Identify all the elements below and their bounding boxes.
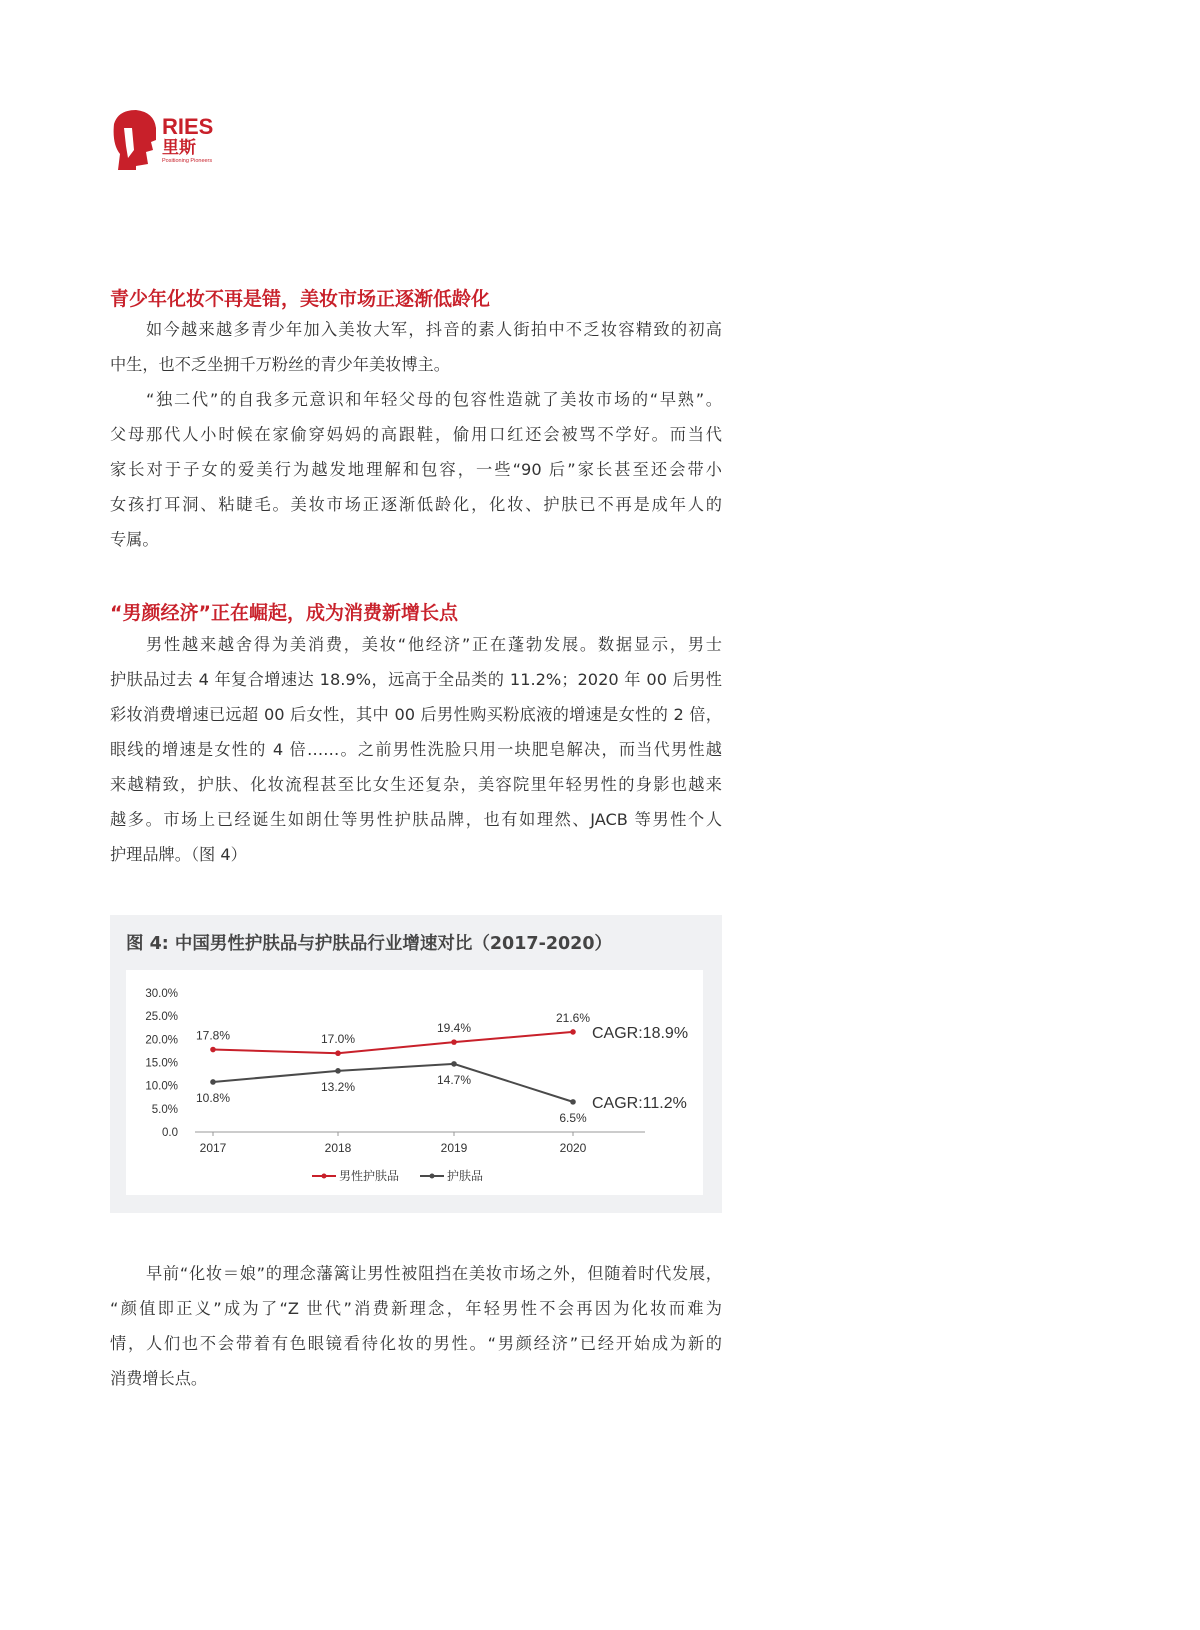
data-point	[210, 1079, 216, 1085]
text-line: 如今越来越多青少年加入美妆大军，抖音的素人街拍中不乏妆容精致的初高	[146, 320, 722, 339]
cagr-annotation: CAGR:18.9%	[592, 1024, 689, 1042]
text-line: 彩妆消费增速已远超 00 后女性，其中 00 后男性购买粉底液的增速是女性的 2 倍，	[110, 705, 722, 724]
y-tick-label: 20.0%	[145, 1034, 178, 1047]
data-label: 6.5%	[559, 1110, 587, 1125]
data-point	[335, 1068, 341, 1074]
legend-label: 男性护肤品	[339, 1169, 400, 1183]
text-line: 护理品牌。（图 4）	[110, 845, 247, 864]
data-point	[451, 1061, 457, 1067]
text-line: 中生，也不乏坐拥千万粉丝的青少年美妆博主。	[110, 355, 450, 374]
y-tick-label: 15.0%	[145, 1057, 178, 1070]
y-tick-label: 10.0%	[145, 1080, 178, 1093]
text-line: 情，人们也不会带着有色眼镜看待化妆的男性。“男颜经济”已经开始成为新的	[110, 1334, 722, 1353]
data-point	[451, 1039, 457, 1045]
data-label: 17.8%	[195, 1028, 231, 1043]
data-point	[570, 1029, 576, 1035]
x-tick-label: 2020	[559, 1141, 587, 1155]
data-label: 19.4%	[436, 1021, 472, 1036]
data-point	[210, 1047, 216, 1053]
y-tick-label: 0.0	[162, 1127, 178, 1139]
text-line: 越多。市场上已经诞生如朗仕等男性护肤品牌，也有如理然、JACB 等男性个人	[110, 810, 722, 829]
data-label: 13.2%	[320, 1079, 356, 1094]
text-line: 专属。	[110, 530, 159, 549]
text-line: “独二代”的自我多元意识和年轻父母的包容性造就了美妆市场的“早熟”。	[146, 390, 722, 409]
data-label: 10.8%	[195, 1090, 231, 1105]
data-label: 17.0%	[320, 1032, 356, 1047]
text-line: 女孩打耳洞、粘睫毛。美妆市场正逐渐低龄化，化妆、护肤已不再是成年人的	[110, 495, 722, 514]
text-line: 来越精致，护肤、化妆流程甚至比女生还复杂，美容院里年轻男性的身影也越来	[110, 775, 722, 794]
section-heading: “男颜经济”正在崛起，成为消费新增长点	[110, 602, 458, 624]
svg-text:RIES: RIES	[162, 114, 214, 139]
svg-text:Positioning Pioneers: Positioning Pioneers	[162, 158, 213, 164]
x-tick-label: 2019	[440, 1141, 468, 1155]
y-tick-label: 25.0%	[145, 1011, 178, 1024]
svg-text:里斯: 里斯	[162, 138, 196, 158]
section-heading: 青少年化妆不再是错，美妆市场正逐渐低龄化	[110, 288, 491, 310]
text-line: 早前“化妆＝娘”的理念藩篱让男性被阻挡在美妆市场之外，但随着时代发展，	[146, 1264, 722, 1283]
legend-marker	[322, 1174, 327, 1179]
chart-title: 图 4: 中国男性护肤品与护肤品行业增速对比（2017-2020）	[126, 934, 613, 954]
data-label: 14.7%	[436, 1072, 472, 1087]
paragraph	[110, 1256, 722, 1396]
cagr-annotation: CAGR:11.2%	[592, 1094, 687, 1112]
text-line: 家长对于子女的爱美行为越发地理解和包容，一些“90 后”家长甚至还会带小	[110, 460, 722, 479]
text-line: 眼线的增速是女性的 4 倍……。之前男性洗脸只用一块肥皂解决，而当代男性越	[110, 740, 722, 759]
text-line: 消费增长点。	[110, 1369, 208, 1388]
text-line: 男性越来越舍得为美消费，美妆“他经济”正在蓬勃发展。数据显示，男士	[146, 635, 722, 654]
x-tick-label: 2018	[324, 1141, 352, 1155]
data-point	[335, 1050, 341, 1056]
y-tick-label: 5.0%	[151, 1103, 178, 1116]
text-line: 父母那代人小时候在家偷穿妈妈的高跟鞋，偷用口红还会被骂不学好。而当代	[110, 425, 722, 444]
legend-label: 护肤品	[447, 1169, 484, 1183]
y-tick-label: 30.0%	[145, 988, 178, 1000]
text-line: 护肤品过去 4 年复合增速达 18.9%，远高于全品类的 11.2%；2020 年 00 后男性	[110, 670, 722, 689]
data-point	[570, 1099, 576, 1105]
text-line: “颜值即正义”成为了“Z 世代”消费新理念，年轻男性不会再因为化妆而难为	[110, 1299, 722, 1318]
x-tick-label: 2017	[199, 1141, 227, 1155]
data-label: 21.6%	[555, 1010, 591, 1025]
legend-marker	[430, 1174, 435, 1179]
